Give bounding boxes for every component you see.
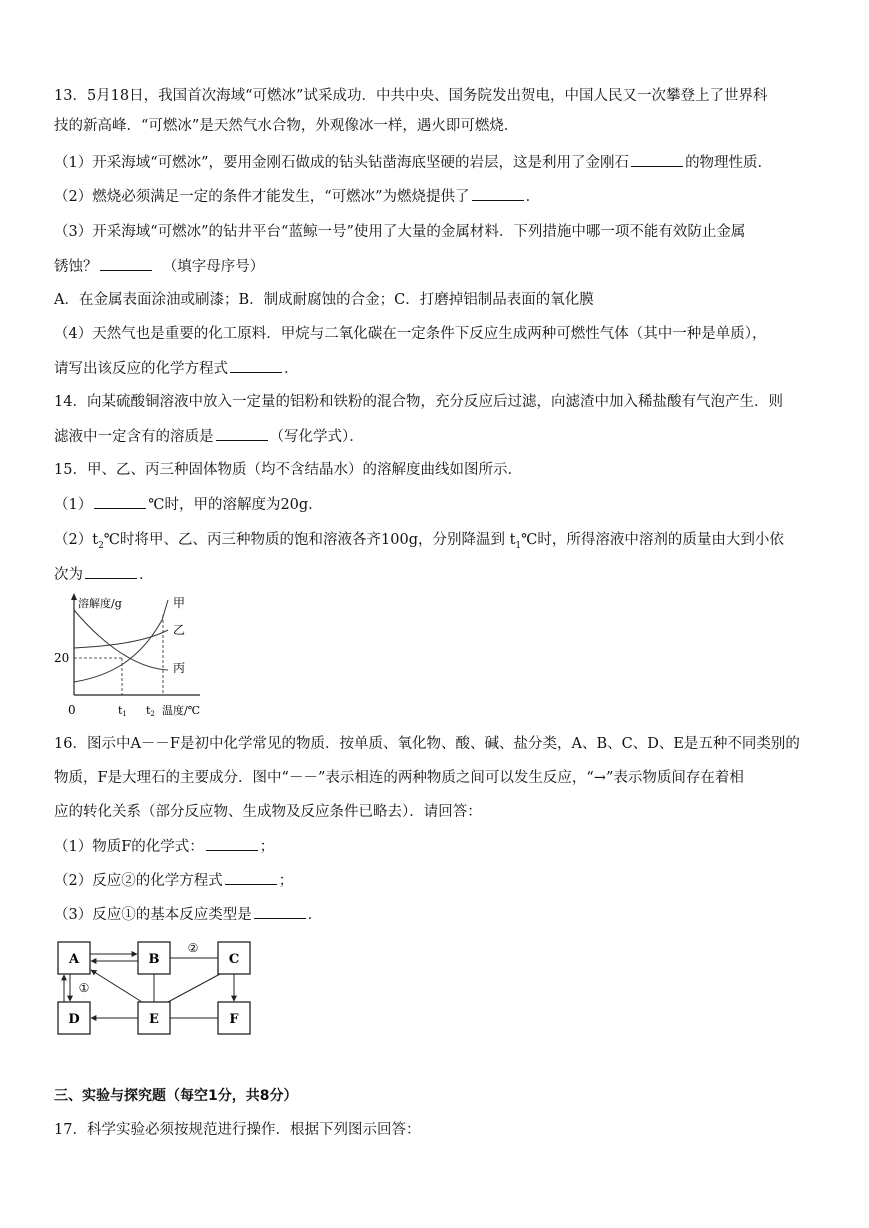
x-tick-t1: t1	[118, 704, 127, 718]
label-jia: 甲	[173, 596, 186, 610]
q14-text: 滤液中一定含有的溶质是	[54, 429, 214, 445]
relation-diagram	[50, 934, 260, 1040]
label-b: B	[148, 952, 160, 967]
answer-blank[interactable]	[85, 564, 137, 579]
label-a: A	[68, 952, 80, 967]
q15-part2-e: ．	[139, 567, 154, 583]
q16-part3-tail: ．	[307, 907, 323, 923]
curve-jia	[74, 600, 168, 682]
y-axis-arrow	[71, 593, 77, 600]
q16-part1-text: （1）物质F的化学式：	[54, 839, 204, 855]
q14-line1: 14．向某硫酸铜溶液中放入一定量的铝粉和铁粉的混合物，充分反应后过滤，向滤渣中加入稀盐酸有气泡产生．则	[54, 394, 783, 410]
x-axis-label: 温度/℃	[162, 704, 201, 717]
answer-blank[interactable]	[225, 870, 277, 885]
label-bing: 丙	[173, 661, 186, 675]
q15-part1	[54, 494, 323, 515]
label-e: E	[149, 1012, 159, 1027]
origin-label: 0	[68, 703, 76, 717]
label-c: C	[228, 952, 240, 967]
subscript: 1	[515, 540, 522, 551]
answer-blank[interactable]	[472, 186, 524, 201]
line-e-c	[168, 974, 220, 1002]
subscript: 2	[98, 540, 104, 551]
q15-part2-d: 次为	[54, 567, 83, 583]
q13-part2-tail: ．	[525, 189, 541, 205]
q13-part1	[54, 152, 772, 173]
answer-blank[interactable]	[230, 358, 282, 373]
answer-blank[interactable]	[216, 426, 268, 441]
q16-line3: 应的转化关系（部分反应物、生成物及反应条件已略去）．请回答：	[54, 804, 482, 820]
q13-part4-line2	[54, 358, 299, 379]
q13-part2	[54, 186, 540, 207]
q15-part2-b: ℃时将甲、乙、丙三种物质的饱和溶液各齐100g，分别降温到 t	[103, 532, 516, 548]
curve-bing	[74, 610, 168, 670]
q16-part2-text: （2）反应②的化学方程式	[54, 873, 223, 889]
q16-part3-text: （3）反应①的基本反应类型是	[54, 907, 252, 923]
label-f: F	[229, 1012, 239, 1027]
q15-part1-text: （1）	[54, 497, 93, 513]
q16-line2: 物质，F是大理石的主要成分．图中“－－”表示相连的两种物质之间可以发生反应，“→”表示物质间存在着相	[54, 770, 744, 786]
q13-options: A．在金属表面涂油或刷漆；B．制成耐腐蚀的合金；C．打磨掉铝制品表面的氧化膜	[54, 292, 594, 308]
q16-line1: 16．图示中A－－F是初中化学常见的物质．按单质、氧化物、酸、碱、盐分类，A、B、C、D、E是五种不同类别的	[54, 736, 800, 752]
q16-part3	[54, 904, 322, 925]
q16-part1-tail: ；	[259, 839, 275, 855]
answer-blank[interactable]	[100, 256, 152, 271]
q13-part4-line1: （4）天然气也是重要的化工原料．甲烷与二氧化碳在一定条件下反应生成两种可燃性气体（其中一种是单质），	[54, 326, 767, 342]
q15-part2-line1	[54, 530, 784, 556]
label-d: D	[68, 1012, 80, 1027]
q15-part2-c: ℃时，所得溶液中溶剂的质量由大到小依	[521, 532, 784, 548]
answer-blank[interactable]	[94, 494, 146, 509]
q15-part2-line2	[54, 564, 154, 585]
q13-part1-tail: 的物理性质．	[685, 155, 773, 171]
reaction-1-label: ①	[78, 981, 90, 995]
q14-tail: （写化学式）．	[269, 429, 364, 445]
y-axis-label: 溶解度/g	[78, 597, 122, 610]
x-tick-t2: t2	[146, 704, 155, 718]
q14-line2	[54, 426, 364, 447]
q13-part4-text: 请写出该反应的化学方程式	[54, 361, 228, 377]
q13-part3-tail: （填字母序号）	[162, 259, 265, 275]
answer-blank[interactable]	[631, 152, 683, 167]
q15-part2-a: （2）t	[54, 532, 99, 548]
reaction-2-label: ②	[187, 941, 199, 955]
solubility-curve-figure	[50, 590, 210, 722]
answer-blank[interactable]	[254, 904, 306, 919]
label-yi: 乙	[173, 623, 186, 637]
q13-part4-tail: ．	[284, 361, 299, 377]
q13-part3-line1: （3）开采海域“可燃冰”的钻井平台“蓝鲸一号”使用了大量的金属材料．下列措施中哪一项不能有效防止金属	[54, 224, 746, 240]
y-tick-20: 20	[54, 651, 70, 665]
q13-part2-text: （2）燃烧必须满足一定的条件才能发生，“可燃冰”为燃烧提供了	[54, 189, 470, 205]
q13-part1-text: （1）开采海域“可燃冰”，要用金刚石做成的钻头钻凿海底坚硬的岩层，这是利用了金刚石	[54, 155, 630, 171]
arrow-e-to-a	[91, 970, 142, 1002]
q13-line2: 技的新高峰．“可燃冰”是天然气水合物，外观像冰一样，遇火即可燃烧．	[54, 118, 519, 134]
q15-line1: 15．甲、乙、丙三种固体物质（均不含结晶水）的溶解度曲线如图所示．	[54, 462, 522, 478]
q16-part2	[54, 870, 293, 891]
q13-part3-line2	[54, 256, 264, 277]
q16-part1	[54, 836, 274, 857]
answer-blank[interactable]	[206, 836, 258, 851]
q13-line1: 13．5月18日，我国首次海域“可燃冰”试采成功．中共中央、国务院发出贺电，中国人民又一次攀登上了世界科	[54, 88, 768, 104]
q13-part3-text: 锈蚀？	[54, 259, 98, 275]
q16-part2-tail: ；	[278, 873, 294, 889]
q17-line1: 17．科学实验必须按规范进行操作．根据下列图示回答：	[54, 1122, 421, 1138]
section-title: 三、实验与探究题（每空1分，共8分）	[54, 1088, 298, 1104]
q15-part1-tail: ℃时，甲的溶解度为20g．	[148, 497, 323, 513]
